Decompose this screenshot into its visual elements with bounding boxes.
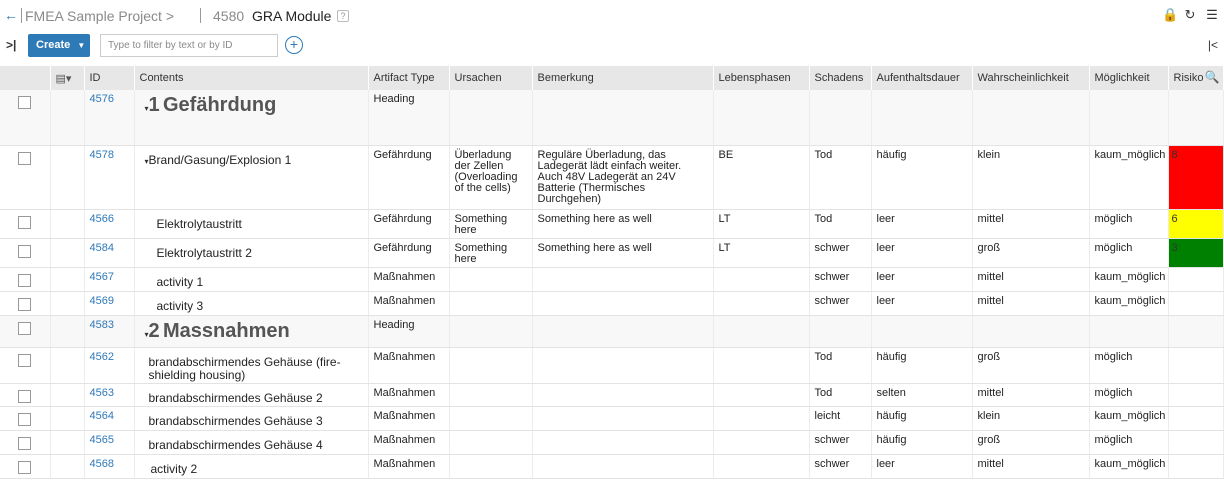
wahrscheinlichkeit-cell: mittel <box>972 454 1089 478</box>
contents-cell[interactable] <box>134 406 368 430</box>
aufenthaltsdauer-cell: leer <box>871 238 972 267</box>
row-select-cell <box>0 238 50 267</box>
risk-cell <box>1168 315 1223 347</box>
lock-icon[interactable]: 🔒 <box>1162 7 1179 22</box>
column-settings-header[interactable] <box>50 66 84 90</box>
id-link[interactable]: 4568 <box>84 454 134 478</box>
table-row[interactable] <box>0 454 1223 478</box>
menu-icon[interactable]: ☰ <box>1206 7 1218 22</box>
artifact-type-cell: Maßnahmen <box>368 347 449 383</box>
contents-cell[interactable] <box>134 430 368 454</box>
lebensphasen-cell <box>713 291 809 315</box>
row-checkbox[interactable] <box>18 322 31 335</box>
row-checkbox[interactable] <box>18 152 31 165</box>
artifact-type-cell: Maßnahmen <box>368 291 449 315</box>
bemerkung-cell: Something here as well <box>532 238 713 267</box>
table-row[interactable] <box>0 209 1223 238</box>
id-link[interactable]: 4566 <box>84 209 134 238</box>
artifact-type-cell: Heading <box>368 315 449 347</box>
ursachen-cell: Something here <box>449 209 532 238</box>
top-bar <box>0 0 1224 32</box>
risk-cell <box>1168 291 1223 315</box>
help-icon[interactable]: ? <box>337 10 349 22</box>
ursachen-cell <box>449 90 532 145</box>
create-button[interactable] <box>28 34 90 57</box>
bemerkung-cell <box>532 315 713 347</box>
lebensphasen-cell <box>713 267 809 291</box>
document-id: 4580 <box>213 8 245 24</box>
heading-number: 1 <box>148 94 160 116</box>
bemerkung-cell <box>532 347 713 383</box>
contents-cell[interactable] <box>134 90 368 145</box>
moeglichkeit-cell <box>1089 90 1168 145</box>
item-title: activity 2 <box>150 461 198 476</box>
row-spacer-cell <box>50 291 84 315</box>
columns-icon[interactable]: ▤▾ <box>55 72 72 85</box>
row-checkbox[interactable] <box>18 96 31 109</box>
risk-cell: 3 <box>1168 238 1223 267</box>
table-header <box>0 66 1223 90</box>
row-checkbox[interactable] <box>18 245 31 258</box>
bemerkung-cell <box>532 291 713 315</box>
id-link[interactable]: 4584 <box>84 238 134 267</box>
artifact-type-cell: Maßnahmen <box>368 430 449 454</box>
artifact-type-cell: Maßnahmen <box>368 406 449 430</box>
wahrscheinlichkeit-cell: mittel <box>972 209 1089 238</box>
search-icon[interactable]: 🔍 <box>1204 70 1220 84</box>
row-select-cell <box>0 406 50 430</box>
risk-cell <box>1168 454 1223 478</box>
column-header-artifact-type[interactable]: Artifact Type <box>368 66 449 90</box>
row-spacer-cell <box>50 347 84 383</box>
row-spacer-cell <box>50 430 84 454</box>
table-row[interactable] <box>0 291 1223 315</box>
moeglichkeit-cell: möglich <box>1089 209 1168 238</box>
wahrscheinlichkeit-cell: mittel <box>972 383 1089 406</box>
bemerkung-cell <box>532 454 713 478</box>
column-header-bemerkung[interactable]: Bemerkung <box>532 66 713 90</box>
id-link[interactable]: 4567 <box>84 267 134 291</box>
wahrscheinlichkeit-cell <box>972 315 1089 347</box>
row-spacer-cell <box>50 238 84 267</box>
id-link[interactable]: 4563 <box>84 383 134 406</box>
row-checkbox[interactable] <box>18 413 31 426</box>
collapse-panel-icon[interactable]: |< <box>1207 38 1218 52</box>
wahrscheinlichkeit-cell: groß <box>972 430 1089 454</box>
artifact-type-cell: Maßnahmen <box>368 267 449 291</box>
aufenthaltsdauer-cell: leer <box>871 291 972 315</box>
heading-number: 2 <box>148 319 160 342</box>
row-select-cell <box>0 291 50 315</box>
ursachen-cell <box>449 267 532 291</box>
row-select-cell <box>0 90 50 145</box>
id-link[interactable]: 4569 <box>84 291 134 315</box>
artifact-type-cell: Gefährdung <box>368 145 449 209</box>
bemerkung-cell <box>532 267 713 291</box>
breadcrumb-project[interactable]: FMEA Sample Project > <box>25 8 175 24</box>
heading-title: Gefährdung <box>162 94 277 116</box>
schadens-cell: schwer <box>809 267 871 291</box>
artifact-type-cell: Gefährdung <box>368 209 449 238</box>
row-select-cell <box>0 347 50 383</box>
aufenthaltsdauer-cell: häufig <box>871 347 972 383</box>
risk-cell: 8 <box>1168 145 1223 209</box>
risk-cell <box>1168 406 1223 430</box>
create-button-label: Create <box>36 39 71 51</box>
lebensphasen-cell <box>713 347 809 383</box>
schadens-cell: Tod <box>809 347 871 383</box>
aufenthaltsdauer-cell: häufig <box>871 430 972 454</box>
row-spacer-cell <box>50 315 84 347</box>
aufenthaltsdauer-cell: häufig <box>871 406 972 430</box>
item-title: Brand/Gasung/Explosion 1 <box>148 152 292 167</box>
ursachen-cell <box>449 347 532 383</box>
risk-cell <box>1168 90 1223 145</box>
row-select-cell <box>0 315 50 347</box>
heading-title: Massnahmen <box>162 319 290 342</box>
row-checkbox[interactable] <box>18 461 31 474</box>
contents-cell[interactable] <box>134 145 368 209</box>
artifact-type-cell: Maßnahmen <box>368 454 449 478</box>
item-title: Elektrolytaustritt <box>156 216 242 231</box>
ursachen-cell <box>449 291 532 315</box>
lebensphasen-cell <box>713 90 809 145</box>
contents-cell[interactable] <box>134 454 368 478</box>
ursachen-cell <box>449 315 532 347</box>
aufenthaltsdauer-cell: leer <box>871 209 972 238</box>
lebensphasen-cell <box>713 430 809 454</box>
id-link[interactable]: 4583 <box>84 315 134 347</box>
row-checkbox[interactable] <box>18 437 31 450</box>
schadens-cell: schwer <box>809 430 871 454</box>
schadens-cell <box>809 90 871 145</box>
row-select-cell <box>0 383 50 406</box>
aufenthaltsdauer-cell <box>871 315 972 347</box>
heading-row[interactable] <box>0 90 1223 145</box>
schadens-cell <box>809 315 871 347</box>
item-title: activity 1 <box>156 274 204 289</box>
row-spacer-cell <box>50 209 84 238</box>
aufenthaltsdauer-cell: leer <box>871 454 972 478</box>
table-row[interactable] <box>0 238 1223 267</box>
collapse-triangle-icon[interactable]: ▾ <box>144 156 149 166</box>
row-spacer-cell <box>50 383 84 406</box>
contents-cell[interactable] <box>134 383 368 406</box>
id-link[interactable]: 4578 <box>84 145 134 209</box>
contents-cell[interactable] <box>134 347 368 383</box>
ursachen-cell <box>449 454 532 478</box>
risk-cell <box>1168 267 1223 291</box>
expand-panel-icon[interactable]: >| <box>6 38 17 52</box>
divider <box>200 8 201 23</box>
risk-cell <box>1168 383 1223 406</box>
contents-cell[interactable] <box>134 315 368 347</box>
risk-cell <box>1168 347 1223 383</box>
moeglichkeit-cell <box>1089 315 1168 347</box>
column-header-id[interactable]: ID <box>84 66 134 90</box>
risk-cell: 6 <box>1168 209 1223 238</box>
bemerkung-cell <box>532 406 713 430</box>
column-header-schadens[interactable]: Schadens <box>809 66 871 90</box>
contents-cell[interactable] <box>134 291 368 315</box>
row-spacer-cell <box>50 454 84 478</box>
table-row[interactable] <box>0 267 1223 291</box>
id-link[interactable]: 4564 <box>84 406 134 430</box>
risiko-label: Risiko <box>1173 72 1204 84</box>
table-row[interactable] <box>0 347 1223 383</box>
wahrscheinlichkeit-cell: groß <box>972 238 1089 267</box>
wahrscheinlichkeit-cell <box>972 90 1089 145</box>
wahrscheinlichkeit-cell: mittel <box>972 267 1089 291</box>
artifact-grid <box>0 66 1224 479</box>
item-title: activity 3 <box>156 298 204 313</box>
moeglichkeit-cell: kaum_möglich <box>1089 406 1168 430</box>
row-select-cell <box>0 454 50 478</box>
select-column-header <box>0 66 50 90</box>
row-select-cell <box>0 267 50 291</box>
schadens-cell: Tod <box>809 145 871 209</box>
contents-cell[interactable] <box>134 238 368 267</box>
aufenthaltsdauer-cell: leer <box>871 267 972 291</box>
schadens-cell: Tod <box>809 383 871 406</box>
row-checkbox[interactable] <box>18 274 31 287</box>
item-title: brandabschirmendes Gehäuse (fire-shielding housing) <box>148 354 341 382</box>
id-link[interactable]: 4576 <box>84 90 134 145</box>
schadens-cell: schwer <box>809 291 871 315</box>
bemerkung-cell: Reguläre Überladung, das Ladegerät lädt einfach weiter. Auch 48V Ladegerät an 24V Batterie (Thermisches Durchgehen) <box>532 145 713 209</box>
row-checkbox[interactable] <box>18 216 31 229</box>
schadens-cell: schwer <box>809 238 871 267</box>
column-header-wahrscheinlichkeit[interactable]: Wahrscheinlichkeit <box>972 66 1089 90</box>
item-title: brandabschirmendes Gehäuse 3 <box>148 413 323 428</box>
row-select-cell <box>0 209 50 238</box>
page-title: GRA Module <box>252 8 332 24</box>
row-checkbox[interactable] <box>18 354 31 367</box>
row-spacer-cell <box>50 90 84 145</box>
table-row[interactable] <box>0 145 1223 209</box>
wahrscheinlichkeit-cell: klein <box>972 406 1089 430</box>
column-header-aufenthaltsdauer[interactable]: Aufenthaltsdauer <box>871 66 972 90</box>
row-spacer-cell <box>50 267 84 291</box>
collapse-triangle-icon[interactable]: ▾ <box>144 104 149 113</box>
risk-cell <box>1168 430 1223 454</box>
toolbar <box>0 32 1224 62</box>
artifact-type-cell: Maßnahmen <box>368 383 449 406</box>
add-circle-icon[interactable]: + <box>285 36 303 54</box>
table-row[interactable] <box>0 383 1223 406</box>
contents-cell[interactable] <box>134 267 368 291</box>
id-link[interactable]: 4562 <box>84 347 134 383</box>
aufenthaltsdauer-cell: häufig <box>871 145 972 209</box>
bemerkung-cell: Something here as well <box>532 209 713 238</box>
divider <box>21 8 22 23</box>
contents-cell[interactable] <box>134 209 368 238</box>
moeglichkeit-cell: kaum_möglich <box>1089 291 1168 315</box>
back-arrow-icon[interactable]: ← <box>4 7 18 23</box>
id-link[interactable]: 4565 <box>84 430 134 454</box>
refresh-icon[interactable]: ↻ <box>1184 7 1196 22</box>
table-row[interactable] <box>0 406 1223 430</box>
item-title: Elektrolytaustritt 2 <box>156 245 252 260</box>
moeglichkeit-cell: kaum_möglich <box>1089 454 1168 478</box>
column-header-moeglichkeit[interactable]: Möglichkeit <box>1089 66 1168 90</box>
ursachen-cell <box>449 430 532 454</box>
artifact-type-cell: Heading <box>368 90 449 145</box>
row-checkbox[interactable] <box>18 390 31 403</box>
heading-row[interactable] <box>0 315 1223 347</box>
lebensphasen-cell: LT <box>713 209 809 238</box>
bemerkung-cell <box>532 90 713 145</box>
chevron-down-icon: ▼ <box>77 41 86 50</box>
moeglichkeit-cell: kaum_möglich <box>1089 145 1168 209</box>
schadens-cell: schwer <box>809 454 871 478</box>
lebensphasen-cell <box>713 383 809 406</box>
aufenthaltsdauer-cell: selten <box>871 383 972 406</box>
ursachen-cell <box>449 406 532 430</box>
row-checkbox[interactable] <box>18 298 31 311</box>
wahrscheinlichkeit-cell: mittel <box>972 291 1089 315</box>
moeglichkeit-cell: möglich <box>1089 430 1168 454</box>
ursachen-cell <box>449 383 532 406</box>
wahrscheinlichkeit-cell: klein <box>972 145 1089 209</box>
bemerkung-cell <box>532 383 713 406</box>
moeglichkeit-cell: möglich <box>1089 238 1168 267</box>
row-spacer-cell <box>50 406 84 430</box>
lebensphasen-cell <box>713 454 809 478</box>
row-select-cell <box>0 145 50 209</box>
schadens-cell: Tod <box>809 209 871 238</box>
aufenthaltsdauer-cell <box>871 90 972 145</box>
column-header-ursachen[interactable]: Ursachen <box>449 66 532 90</box>
ursachen-cell: Something here <box>449 238 532 267</box>
bemerkung-cell <box>532 430 713 454</box>
item-title: brandabschirmendes Gehäuse 4 <box>148 437 323 452</box>
column-header-risiko[interactable] <box>1168 66 1223 90</box>
wahrscheinlichkeit-cell: groß <box>972 347 1089 383</box>
column-header-lebensphasen[interactable]: Lebensphasen <box>713 66 809 90</box>
ursachen-cell: Überladung der Zellen (Overloading of the cells) <box>449 145 532 209</box>
moeglichkeit-cell: möglich <box>1089 347 1168 383</box>
collapse-triangle-icon[interactable]: ▾ <box>144 329 149 339</box>
item-title: brandabschirmendes Gehäuse 2 <box>148 390 323 405</box>
lebensphasen-cell: BE <box>713 145 809 209</box>
lebensphasen-cell: LT <box>713 238 809 267</box>
artifact-type-cell: Gefährdung <box>368 238 449 267</box>
column-header-contents[interactable]: Contents <box>134 66 368 90</box>
row-spacer-cell <box>50 145 84 209</box>
schadens-cell: leicht <box>809 406 871 430</box>
row-select-cell <box>0 430 50 454</box>
moeglichkeit-cell: kaum_möglich <box>1089 267 1168 291</box>
moeglichkeit-cell: möglich <box>1089 383 1168 406</box>
lebensphasen-cell <box>713 406 809 430</box>
filter-input[interactable] <box>100 34 278 57</box>
lebensphasen-cell <box>713 315 809 347</box>
table-row[interactable] <box>0 430 1223 454</box>
